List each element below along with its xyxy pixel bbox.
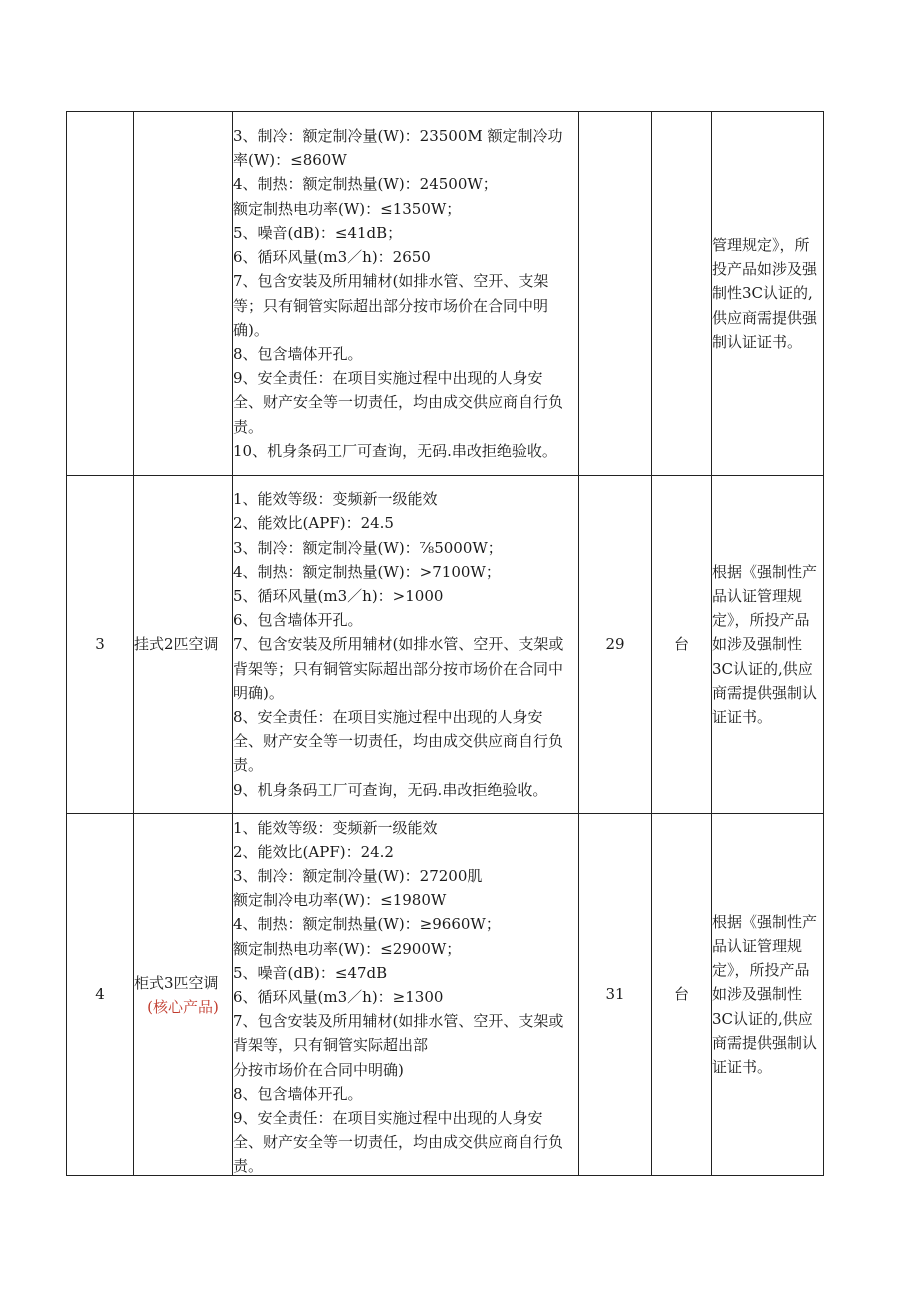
procurement-spec-page <box>66 111 823 1176</box>
text-line: 9、安全责任：在项目实施过程中出现的人身安 <box>233 1108 543 1127</box>
text-line: 根据《强制性产 <box>712 912 818 931</box>
text-line: 3、制冷：额定制冷量(W)：23500M 额定制冷功 <box>233 127 563 146</box>
text-line: 10、机身条码工厂可查询，无码.串改拒绝验收。 <box>233 441 557 460</box>
text-line: 6、循环风量(m3／h)：≥1300 <box>233 987 444 1006</box>
item-name-cell <box>134 112 233 476</box>
item-name-text: 柜式3匹空调 <box>134 974 219 993</box>
spec-lines <box>233 487 578 802</box>
text-line: 3、制冷：额定制冷量(W)：⅞5000W； <box>233 538 503 557</box>
table-row <box>67 112 824 476</box>
text-line: 明确)。 <box>233 683 284 702</box>
text-line: 8、包含墙体开孔。 <box>233 344 363 363</box>
text-line: 6、循环风量(m3／h)：2650 <box>233 248 431 267</box>
core-product-tag: (核心产品) <box>147 997 219 1016</box>
text-line: 7、包含安装及所用辅材(如排水管、空开、支架 <box>233 272 549 291</box>
spec-cell <box>233 476 579 814</box>
remark-lines <box>712 560 823 729</box>
text-line: 3、制冷：额定制冷量(W)：27200肌 <box>233 866 483 885</box>
quantity-cell: 29 <box>579 476 652 814</box>
text-line: 3C认证的,供应 <box>712 659 813 678</box>
text-line: 4、制热：额定制热量(W)：≥9660W； <box>233 915 501 934</box>
table-row <box>67 476 824 814</box>
text-line: 额定制热电功率(W)：≤1350W； <box>233 199 462 218</box>
item-name-cell: 挂式2匹空调 <box>134 476 233 814</box>
text-line: 制认证证书。 <box>712 332 803 351</box>
text-line: 4、制热：额定制热量(W)：24500W； <box>233 175 498 194</box>
text-line: 1、能效等级：变频新一级能效 <box>233 490 438 509</box>
text-line: 责。 <box>233 756 264 775</box>
text-line: 2、能效比(APF)：24.5 <box>233 514 394 533</box>
spec-table <box>66 111 824 1176</box>
text-line: 3C认证的,供应 <box>712 1009 813 1028</box>
text-line: 管理规定》，所 <box>712 235 810 254</box>
text-line: 7、包含安装及所用辅材(如排水管、空开、支架或 <box>233 635 564 654</box>
text-line: 率(W)：≤860W <box>233 151 347 170</box>
text-line: 4、制热：额定制热量(W)：>7100W； <box>233 562 501 581</box>
text-line: 额定制热电功率(W)：≤2900W； <box>233 939 462 958</box>
text-line: 6、包含墙体开孔。 <box>233 611 363 630</box>
remark-cell <box>712 112 824 476</box>
text-line: 制性3C认证的, <box>712 284 813 303</box>
text-line: 证证书。 <box>712 708 773 726</box>
text-line: 全、财产安全等一切责任，均由成交供应商自行负 <box>233 393 564 412</box>
text-line: 责。 <box>233 417 264 436</box>
text-line: 等；只有铜管实际超出部分按市场价在合同中明 <box>233 296 549 315</box>
text-line: 9、安全责任：在项目实施过程中出现的人身安 <box>233 369 543 388</box>
spec-cell <box>233 112 579 476</box>
remark-cell <box>712 814 824 1176</box>
text-line: 证证书。 <box>712 1058 773 1076</box>
item-number-cell: 4 <box>67 814 134 1176</box>
text-line: 5、循环风量(m3／h)：>1000 <box>233 586 444 605</box>
text-line: 根据《强制性产 <box>712 562 818 581</box>
spec-cell <box>233 814 579 1176</box>
text-line: 分按市场价在合同中明确) <box>233 1060 404 1079</box>
text-line: 背架等；只有铜管实际超出部分按市场价在合同中 <box>233 659 564 678</box>
text-line: 额定制冷电功率(W)：≤1980W <box>233 891 447 910</box>
text-line: 商需提供强制认 <box>712 1033 818 1052</box>
text-line: 5、噪音(dB)：≤41dB； <box>233 223 403 242</box>
text-line: 8、安全责任：在项目实施过程中出现的人身安 <box>233 708 543 726</box>
text-line: 确)。 <box>233 320 269 339</box>
text-line: 商需提供强制认 <box>712 683 818 702</box>
spec-lines <box>233 124 578 463</box>
text-line: 责。 <box>233 1157 264 1174</box>
spec-lines <box>233 816 578 1174</box>
text-line: 1、能效等级：变频新一级能效 <box>233 818 438 837</box>
text-line: 5、噪音(dB)：≤47dB <box>233 963 388 982</box>
remark-lines <box>712 910 823 1079</box>
text-line: 如涉及强制性 <box>712 635 803 654</box>
text-line: 投产品如涉及强 <box>712 260 818 279</box>
text-line: 2、能效比(APF)：24.2 <box>233 842 394 861</box>
quantity-cell: 31 <box>579 814 652 1176</box>
text-line: 9、机身条码工厂可查询，无码.串改拒绝验收。 <box>233 780 548 799</box>
text-line: 7、包含安装及所用辅材(如排水管、空开、支架或 <box>233 1012 564 1031</box>
remark-cell <box>712 476 824 814</box>
unit-cell <box>652 112 712 476</box>
table-row <box>67 814 824 1176</box>
text-line: 全、财产安全等一切责任，均由成交供应商自行负 <box>233 732 564 751</box>
text-line: 品认证管理规 <box>712 586 803 605</box>
text-line: 8、包含墙体开孔。 <box>233 1084 363 1103</box>
item-number-cell <box>67 112 134 476</box>
text-line: 背架等，只有铜管实际超出部 <box>233 1036 429 1055</box>
text-line: 品认证管理规 <box>712 936 803 955</box>
text-line: 定》，所投产品 <box>712 611 810 630</box>
text-line: 全、财产安全等一切责任，均由成交供应商自行负 <box>233 1133 564 1152</box>
unit-cell: 台 <box>652 814 712 1176</box>
item-number-cell: 3 <box>67 476 134 814</box>
text-line: 如涉及强制性 <box>712 985 803 1004</box>
text-line: 供应商需提供强 <box>712 308 818 327</box>
item-name-cell <box>134 814 233 1176</box>
text-line: 定》，所投产品 <box>712 961 810 980</box>
unit-cell: 台 <box>652 476 712 814</box>
remark-lines <box>712 233 823 354</box>
quantity-cell <box>579 112 652 476</box>
